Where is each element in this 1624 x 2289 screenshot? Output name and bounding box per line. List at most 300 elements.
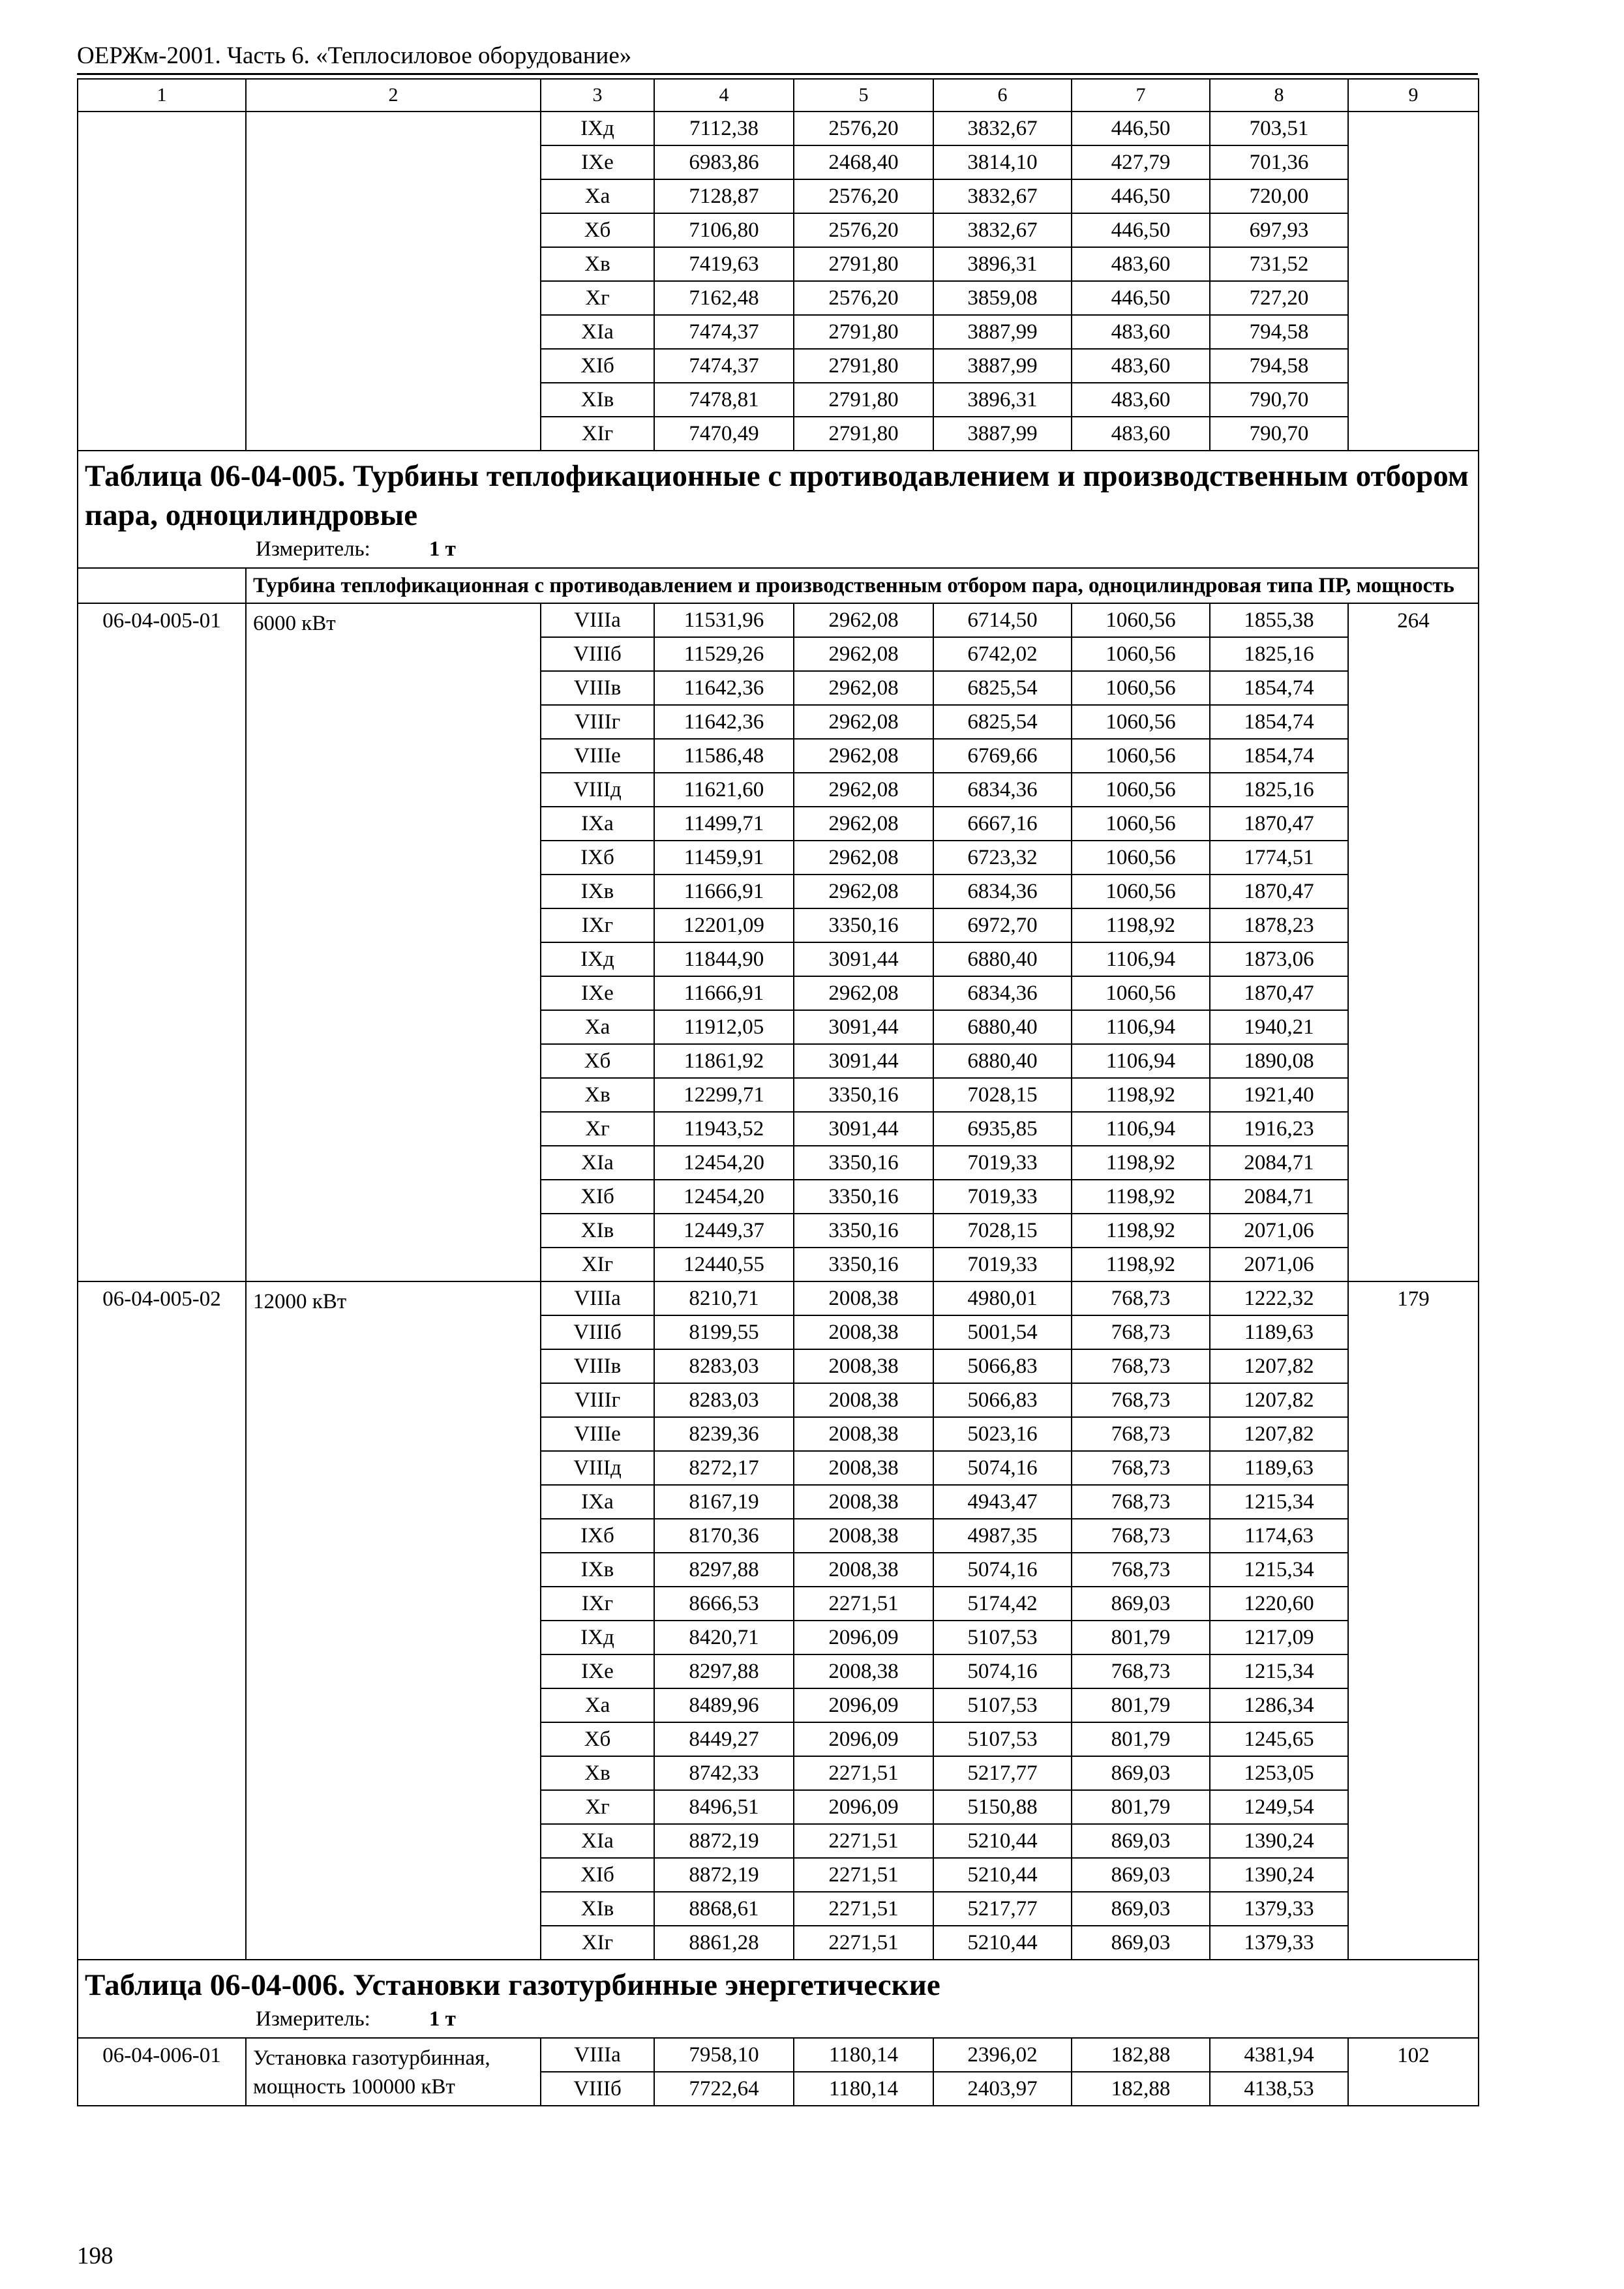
- value-cell: 4138,53: [1210, 2072, 1348, 2106]
- value-cell: 6769,66: [933, 739, 1072, 773]
- zone-cell: VIIIд: [541, 773, 654, 807]
- unit-label: Измеритель:: [256, 2007, 370, 2031]
- zone-cell: IXд: [541, 112, 654, 145]
- value-cell: 1060,56: [1072, 807, 1210, 841]
- zone-cell: Xв: [541, 1756, 654, 1790]
- value-cell: 8283,03: [654, 1349, 794, 1383]
- value-cell: 1916,23: [1210, 1112, 1348, 1146]
- value-cell: 5210,44: [933, 1926, 1072, 1960]
- value-cell: 7722,64: [654, 2072, 794, 2106]
- value-cell: 5217,77: [933, 1892, 1072, 1926]
- value-cell: 6834,36: [933, 875, 1072, 908]
- zone-cell: XIб: [541, 349, 654, 383]
- code-cell: 06-04-006-01: [78, 2038, 246, 2106]
- value-cell: 3832,67: [933, 213, 1072, 247]
- value-cell: 11586,48: [654, 739, 794, 773]
- value-cell: 1854,74: [1210, 739, 1348, 773]
- table-title-row: [78, 1960, 1479, 2038]
- value-cell: 3859,08: [933, 281, 1072, 315]
- value-cell: 1106,94: [1072, 1112, 1210, 1146]
- value-cell: 2962,08: [794, 976, 933, 1010]
- value-cell: 446,50: [1072, 179, 1210, 213]
- value-cell: 1060,56: [1072, 705, 1210, 739]
- value-cell: 768,73: [1072, 1485, 1210, 1519]
- zone-cell: IXб: [541, 1519, 654, 1553]
- value-cell: 2008,38: [794, 1315, 933, 1349]
- value-cell: 4381,94: [1210, 2038, 1348, 2072]
- table-title-cell: [78, 451, 1479, 568]
- zone-cell: XIв: [541, 1892, 654, 1926]
- value-cell: 1220,60: [1210, 1587, 1348, 1621]
- value-cell: 6880,40: [933, 942, 1072, 976]
- value-cell: 483,60: [1072, 315, 1210, 349]
- value-cell: 5174,42: [933, 1587, 1072, 1621]
- value-cell: 5001,54: [933, 1315, 1072, 1349]
- zone-cell: IXа: [541, 807, 654, 841]
- value-cell: 3832,67: [933, 179, 1072, 213]
- value-cell: 8420,71: [654, 1621, 794, 1654]
- value-cell: 2008,38: [794, 1417, 933, 1451]
- value-cell: 11666,91: [654, 875, 794, 908]
- value-cell: 2096,09: [794, 1688, 933, 1722]
- value-cell: 6667,16: [933, 807, 1072, 841]
- value-cell: 2576,20: [794, 179, 933, 213]
- unit-line: [85, 2005, 1471, 2033]
- zone-cell: XIа: [541, 1824, 654, 1858]
- value-cell: 1180,14: [794, 2072, 933, 2106]
- value-cell: 5074,16: [933, 1553, 1072, 1587]
- zone-cell: Xа: [541, 179, 654, 213]
- value-cell: 2008,38: [794, 1553, 933, 1587]
- zone-cell: Xб: [541, 1044, 654, 1078]
- value-cell: 8167,19: [654, 1485, 794, 1519]
- value-cell: 1870,47: [1210, 807, 1348, 841]
- value-cell: 3350,16: [794, 1078, 933, 1112]
- value-cell: 768,73: [1072, 1315, 1210, 1349]
- zone-cell: IXе: [541, 976, 654, 1010]
- column-number-cell: 5: [794, 79, 933, 112]
- value-cell: 1215,34: [1210, 1654, 1348, 1688]
- value-cell: 446,50: [1072, 281, 1210, 315]
- value-cell: 6983,86: [654, 145, 794, 179]
- value-cell: 8239,36: [654, 1417, 794, 1451]
- table-row: [78, 112, 1479, 145]
- value-cell: 6834,36: [933, 773, 1072, 807]
- value-cell: 1060,56: [1072, 875, 1210, 908]
- value-cell: 446,50: [1072, 213, 1210, 247]
- value-cell: 794,58: [1210, 315, 1348, 349]
- value-cell: 3091,44: [794, 1044, 933, 1078]
- value-cell: 6834,36: [933, 976, 1072, 1010]
- value-cell: 1060,56: [1072, 671, 1210, 705]
- value-cell: 3350,16: [794, 1180, 933, 1214]
- value-cell: 11499,71: [654, 807, 794, 841]
- value-cell: 8868,61: [654, 1892, 794, 1926]
- value-cell: 1060,56: [1072, 841, 1210, 875]
- value-cell: 2962,08: [794, 603, 933, 637]
- value-cell: 2008,38: [794, 1383, 933, 1417]
- value-cell: 1215,34: [1210, 1485, 1348, 1519]
- value-cell: 2008,38: [794, 1451, 933, 1485]
- value-cell: 11912,05: [654, 1010, 794, 1044]
- zone-cell: IXг: [541, 908, 654, 942]
- value-cell: 794,58: [1210, 349, 1348, 383]
- column-number-cell: 2: [246, 79, 541, 112]
- value-cell: 869,03: [1072, 1892, 1210, 1926]
- value-cell: 3350,16: [794, 908, 933, 942]
- value-cell: 1870,47: [1210, 875, 1348, 908]
- zone-cell: IXе: [541, 145, 654, 179]
- value-cell: 2791,80: [794, 383, 933, 417]
- value-cell: 8297,88: [654, 1553, 794, 1587]
- value-cell: 483,60: [1072, 247, 1210, 281]
- value-cell: 5107,53: [933, 1621, 1072, 1654]
- value-cell: 5150,88: [933, 1790, 1072, 1824]
- zone-cell: Xа: [541, 1688, 654, 1722]
- value-cell: 1198,92: [1072, 1214, 1210, 1248]
- value-cell: 1870,47: [1210, 976, 1348, 1010]
- value-cell: 1198,92: [1072, 908, 1210, 942]
- value-cell: 2084,71: [1210, 1180, 1348, 1214]
- zone-cell: VIIIе: [541, 1417, 654, 1451]
- value-cell: 2576,20: [794, 281, 933, 315]
- value-cell: 3350,16: [794, 1248, 933, 1281]
- value-cell: 1106,94: [1072, 942, 1210, 976]
- value-cell: 2008,38: [794, 1654, 933, 1688]
- zone-cell: Xг: [541, 1790, 654, 1824]
- value-cell: 182,88: [1072, 2038, 1210, 2072]
- value-cell: 5066,83: [933, 1349, 1072, 1383]
- value-cell: 768,73: [1072, 1451, 1210, 1485]
- value-cell: 768,73: [1072, 1281, 1210, 1315]
- value-cell: 869,03: [1072, 1858, 1210, 1892]
- code-cell: [78, 112, 246, 451]
- value-cell: 2096,09: [794, 1621, 933, 1654]
- value-cell: 731,52: [1210, 247, 1348, 281]
- column-number-cell: 9: [1348, 79, 1479, 112]
- value-cell: 701,36: [1210, 145, 1348, 179]
- table-title-row: [78, 451, 1479, 568]
- value-cell: 427,79: [1072, 145, 1210, 179]
- value-cell: 1215,34: [1210, 1553, 1348, 1587]
- rates-table-body: [78, 79, 1479, 2106]
- value-cell: 7019,33: [933, 1248, 1072, 1281]
- value-cell: 1198,92: [1072, 1078, 1210, 1112]
- zone-cell: IXе: [541, 1654, 654, 1688]
- value-cell: 1825,16: [1210, 773, 1348, 807]
- value-cell: 6825,54: [933, 705, 1072, 739]
- value-cell: 790,70: [1210, 417, 1348, 451]
- column-number-row: [78, 79, 1479, 112]
- value-cell: 5210,44: [933, 1858, 1072, 1892]
- value-cell: 8272,17: [654, 1451, 794, 1485]
- table-row: [78, 1281, 1479, 1315]
- value-cell: 5023,16: [933, 1417, 1072, 1451]
- column-number-cell: 8: [1210, 79, 1348, 112]
- value-cell: 1207,82: [1210, 1383, 1348, 1417]
- value-cell: 2271,51: [794, 1858, 933, 1892]
- value-cell: 2096,09: [794, 1790, 933, 1824]
- value-cell: 869,03: [1072, 1587, 1210, 1621]
- value-cell: 2962,08: [794, 807, 933, 841]
- value-cell: 3887,99: [933, 315, 1072, 349]
- value-cell: 703,51: [1210, 112, 1348, 145]
- value-cell: 768,73: [1072, 1417, 1210, 1451]
- value-cell: 1940,21: [1210, 1010, 1348, 1044]
- description-cell: 12000 кВт: [246, 1281, 541, 1960]
- value-cell: 2271,51: [794, 1756, 933, 1790]
- value-cell: 7028,15: [933, 1078, 1072, 1112]
- header-rule: [77, 73, 1478, 75]
- description-cell: 6000 кВт: [246, 603, 541, 1281]
- value-cell: 1217,09: [1210, 1621, 1348, 1654]
- zone-cell: Xв: [541, 1078, 654, 1112]
- value-cell: 8872,19: [654, 1824, 794, 1858]
- value-cell: 7128,87: [654, 179, 794, 213]
- value-cell: 869,03: [1072, 1824, 1210, 1858]
- value-cell: 1180,14: [794, 2038, 933, 2072]
- value-cell: 6935,85: [933, 1112, 1072, 1146]
- zone-cell: VIIIа: [541, 603, 654, 637]
- table-subheader: Турбина теплофикационная с противодавлением и производственным отбором пара, одноцилиндровая типа ПР, мощность: [246, 568, 1479, 603]
- value-cell: 3091,44: [794, 942, 933, 976]
- value-cell: 7019,33: [933, 1146, 1072, 1180]
- value-cell: 6742,02: [933, 637, 1072, 671]
- value-cell: 768,73: [1072, 1383, 1210, 1417]
- value-cell: 6825,54: [933, 671, 1072, 705]
- zone-cell: IXг: [541, 1587, 654, 1621]
- value-cell: 8170,36: [654, 1519, 794, 1553]
- value-cell: 801,79: [1072, 1688, 1210, 1722]
- zone-cell: IXб: [541, 841, 654, 875]
- value-cell: 1890,08: [1210, 1044, 1348, 1078]
- zone-cell: IXв: [541, 1553, 654, 1587]
- value-cell: 1189,63: [1210, 1451, 1348, 1485]
- value-cell: 4987,35: [933, 1519, 1072, 1553]
- value-cell: 8199,55: [654, 1315, 794, 1349]
- table-row: [78, 2038, 1479, 2072]
- value-cell: 2271,51: [794, 1892, 933, 1926]
- value-cell: 2008,38: [794, 1349, 933, 1383]
- resource-cell: [1348, 112, 1479, 451]
- zone-cell: Xа: [541, 1010, 654, 1044]
- value-cell: 1174,63: [1210, 1519, 1348, 1553]
- value-cell: 11529,26: [654, 637, 794, 671]
- value-cell: 11642,36: [654, 705, 794, 739]
- zone-cell: XIв: [541, 1214, 654, 1248]
- zone-cell: VIIIг: [541, 705, 654, 739]
- value-cell: 5074,16: [933, 1451, 1072, 1485]
- value-cell: 2008,38: [794, 1485, 933, 1519]
- zone-cell: Xб: [541, 213, 654, 247]
- description-cell: Установка газотурбинная, мощность 100000 кВт: [246, 2038, 541, 2106]
- value-cell: 2791,80: [794, 417, 933, 451]
- value-cell: 182,88: [1072, 2072, 1210, 2106]
- value-cell: 12454,20: [654, 1180, 794, 1214]
- value-cell: 5107,53: [933, 1688, 1072, 1722]
- zone-cell: VIIIв: [541, 671, 654, 705]
- value-cell: 2008,38: [794, 1519, 933, 1553]
- zone-cell: XIг: [541, 417, 654, 451]
- zone-cell: XIа: [541, 315, 654, 349]
- value-cell: 1222,32: [1210, 1281, 1348, 1315]
- value-cell: 7106,80: [654, 213, 794, 247]
- table-title-cell: [78, 1960, 1479, 2038]
- value-cell: 5217,77: [933, 1756, 1072, 1790]
- value-cell: 869,03: [1072, 1756, 1210, 1790]
- value-cell: 2962,08: [794, 875, 933, 908]
- value-cell: 2962,08: [794, 705, 933, 739]
- value-cell: 7419,63: [654, 247, 794, 281]
- value-cell: 1060,56: [1072, 773, 1210, 807]
- value-cell: 3091,44: [794, 1112, 933, 1146]
- value-cell: 1060,56: [1072, 976, 1210, 1010]
- value-cell: 3887,99: [933, 349, 1072, 383]
- value-cell: 2071,06: [1210, 1248, 1348, 1281]
- value-cell: 8872,19: [654, 1858, 794, 1892]
- value-cell: 2576,20: [794, 112, 933, 145]
- value-cell: 1825,16: [1210, 637, 1348, 671]
- zone-cell: XIб: [541, 1858, 654, 1892]
- resource-cell: 264: [1348, 603, 1479, 1281]
- value-cell: 12440,55: [654, 1248, 794, 1281]
- zone-cell: IXв: [541, 875, 654, 908]
- column-number-cell: 1: [78, 79, 246, 112]
- zone-cell: VIIIе: [541, 739, 654, 773]
- value-cell: 1207,82: [1210, 1349, 1348, 1383]
- value-cell: 1060,56: [1072, 637, 1210, 671]
- value-cell: 11943,52: [654, 1112, 794, 1146]
- value-cell: 2468,40: [794, 145, 933, 179]
- table-row: [78, 603, 1479, 637]
- value-cell: 1854,74: [1210, 705, 1348, 739]
- value-cell: 3896,31: [933, 383, 1072, 417]
- value-cell: 1189,63: [1210, 1315, 1348, 1349]
- value-cell: 8496,51: [654, 1790, 794, 1824]
- value-cell: 12454,20: [654, 1146, 794, 1180]
- value-cell: 1253,05: [1210, 1756, 1348, 1790]
- value-cell: 1390,24: [1210, 1824, 1348, 1858]
- zone-cell: VIIIд: [541, 1451, 654, 1485]
- value-cell: 2791,80: [794, 315, 933, 349]
- zone-cell: VIIIб: [541, 637, 654, 671]
- value-cell: 3350,16: [794, 1146, 933, 1180]
- value-cell: 8489,96: [654, 1688, 794, 1722]
- value-cell: 1060,56: [1072, 739, 1210, 773]
- value-cell: 1855,38: [1210, 603, 1348, 637]
- value-cell: 483,60: [1072, 383, 1210, 417]
- value-cell: 12449,37: [654, 1214, 794, 1248]
- value-cell: 5066,83: [933, 1383, 1072, 1417]
- resource-cell: 102: [1348, 2038, 1479, 2106]
- value-cell: 1207,82: [1210, 1417, 1348, 1451]
- value-cell: 4980,01: [933, 1281, 1072, 1315]
- value-cell: 5074,16: [933, 1654, 1072, 1688]
- value-cell: 11531,96: [654, 603, 794, 637]
- value-cell: 2071,06: [1210, 1214, 1348, 1248]
- value-cell: 768,73: [1072, 1553, 1210, 1587]
- value-cell: 2008,38: [794, 1281, 933, 1315]
- value-cell: 727,20: [1210, 281, 1348, 315]
- value-cell: 1249,54: [1210, 1790, 1348, 1824]
- zone-cell: XIб: [541, 1180, 654, 1214]
- value-cell: 2271,51: [794, 1824, 933, 1858]
- value-cell: 1106,94: [1072, 1010, 1210, 1044]
- value-cell: 11861,92: [654, 1044, 794, 1078]
- unit-value: 1 т: [429, 2007, 456, 2031]
- value-cell: 12299,71: [654, 1078, 794, 1112]
- rates-table: [77, 78, 1479, 2106]
- value-cell: 2791,80: [794, 349, 933, 383]
- zone-cell: VIIIб: [541, 1315, 654, 1349]
- zone-cell: VIIIб: [541, 2072, 654, 2106]
- value-cell: 1286,34: [1210, 1688, 1348, 1722]
- value-cell: 8861,28: [654, 1926, 794, 1960]
- zone-cell: IXа: [541, 1485, 654, 1519]
- value-cell: 768,73: [1072, 1654, 1210, 1688]
- column-number-cell: 3: [541, 79, 654, 112]
- value-cell: 4943,47: [933, 1485, 1072, 1519]
- value-cell: 8297,88: [654, 1654, 794, 1688]
- value-cell: 2962,08: [794, 773, 933, 807]
- value-cell: 801,79: [1072, 1790, 1210, 1824]
- value-cell: 2084,71: [1210, 1146, 1348, 1180]
- value-cell: 1878,23: [1210, 908, 1348, 942]
- zone-cell: XIг: [541, 1248, 654, 1281]
- value-cell: 7112,38: [654, 112, 794, 145]
- value-cell: 790,70: [1210, 383, 1348, 417]
- value-cell: 6972,70: [933, 908, 1072, 942]
- value-cell: 2962,08: [794, 739, 933, 773]
- value-cell: 2403,97: [933, 2072, 1072, 2106]
- unit-value: 1 т: [429, 537, 456, 561]
- value-cell: 12201,09: [654, 908, 794, 942]
- value-cell: 6880,40: [933, 1044, 1072, 1078]
- value-cell: 11666,91: [654, 976, 794, 1010]
- value-cell: 2396,02: [933, 2038, 1072, 2072]
- value-cell: 768,73: [1072, 1349, 1210, 1383]
- value-cell: 2962,08: [794, 841, 933, 875]
- column-number-cell: 6: [933, 79, 1072, 112]
- value-cell: 11621,60: [654, 773, 794, 807]
- value-cell: 8666,53: [654, 1587, 794, 1621]
- value-cell: 1854,74: [1210, 671, 1348, 705]
- zone-cell: XIв: [541, 383, 654, 417]
- value-cell: 2271,51: [794, 1926, 933, 1960]
- value-cell: 6880,40: [933, 1010, 1072, 1044]
- zone-cell: XIа: [541, 1146, 654, 1180]
- value-cell: 6714,50: [933, 603, 1072, 637]
- code-cell: 06-04-005-02: [78, 1281, 246, 1960]
- value-cell: 7028,15: [933, 1214, 1072, 1248]
- value-cell: 3814,10: [933, 145, 1072, 179]
- column-number-cell: 7: [1072, 79, 1210, 112]
- value-cell: 11459,91: [654, 841, 794, 875]
- column-number-cell: 4: [654, 79, 794, 112]
- value-cell: 446,50: [1072, 112, 1210, 145]
- value-cell: 1198,92: [1072, 1248, 1210, 1281]
- value-cell: 483,60: [1072, 349, 1210, 383]
- subheader-blank-cell: [78, 568, 246, 603]
- unit-line: [85, 535, 1471, 563]
- value-cell: 768,73: [1072, 1519, 1210, 1553]
- value-cell: 697,93: [1210, 213, 1348, 247]
- code-cell: 06-04-005-01: [78, 603, 246, 1281]
- value-cell: 1921,40: [1210, 1078, 1348, 1112]
- value-cell: 720,00: [1210, 179, 1348, 213]
- description-cell: [246, 112, 541, 451]
- value-cell: 2096,09: [794, 1722, 933, 1756]
